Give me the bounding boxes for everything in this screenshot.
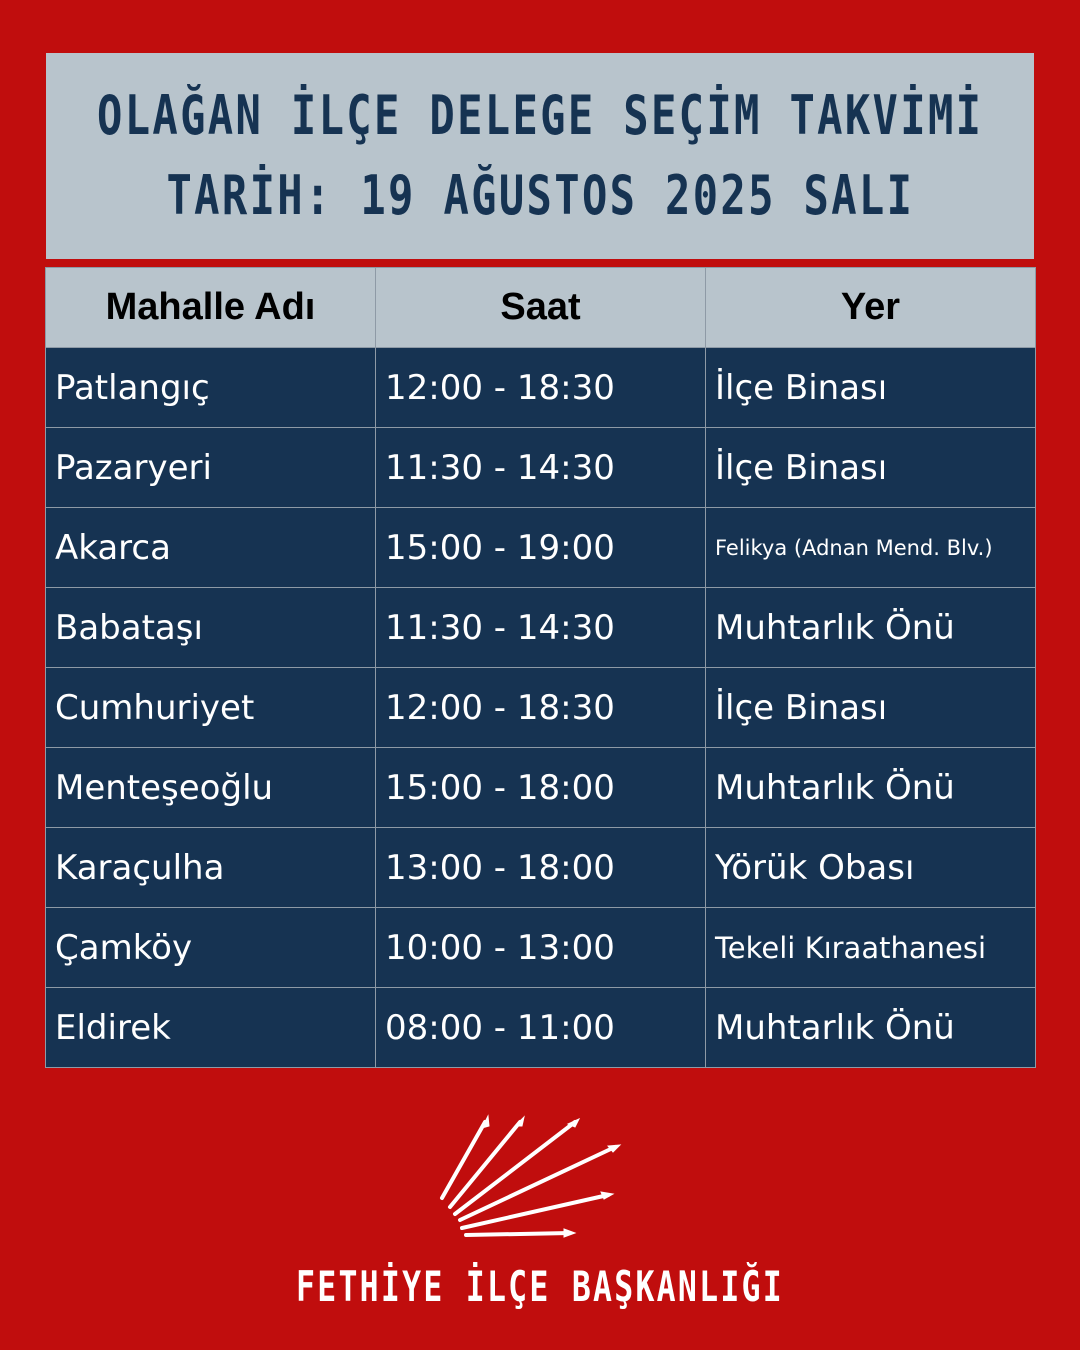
cell-saat: 15:00 - 19:00 [376,508,706,588]
table-row [46,908,1036,988]
table-row [46,508,1036,588]
cell-mahalle: Karaçulha [46,828,376,908]
footer-title: FETHİYE İLÇE BAŞKANLIĞI [296,1262,784,1311]
table-row [46,988,1036,1068]
cell-yer: İlçe Binası [706,668,1036,748]
cell-yer: Felikya (Adnan Mend. Blv.) [706,508,1036,588]
cell-saat: 11:30 - 14:30 [376,428,706,508]
cell-yer: İlçe Binası [706,348,1036,428]
column-header-saat: Saat [376,268,706,348]
six-arrows-logo-icon [430,1110,630,1245]
cell-mahalle: Pazaryeri [46,428,376,508]
table-row [46,828,1036,908]
page-title: OLAĞAN İLÇE DELEGE SEÇİM TAKVİMİ [96,84,984,147]
cell-yer: Tekeli Kıraathanesi [706,908,1036,988]
table-row [46,588,1036,668]
table-row [46,748,1036,828]
cell-mahalle: Akarca [46,508,376,588]
column-header-yer: Yer [706,268,1036,348]
cell-yer: İlçe Binası [706,428,1036,508]
column-header-mahalle: Mahalle Adı [46,268,376,348]
header-box [46,53,1034,259]
cell-saat: 11:30 - 14:30 [376,588,706,668]
cell-saat: 08:00 - 11:00 [376,988,706,1068]
cell-yer: Muhtarlık Önü [706,748,1036,828]
cell-saat: 12:00 - 18:30 [376,668,706,748]
cell-mahalle: Çamköy [46,908,376,988]
table-row [46,668,1036,748]
cell-saat: 12:00 - 18:30 [376,348,706,428]
cell-saat: 10:00 - 13:00 [376,908,706,988]
cell-mahalle: Cumhuriyet [46,668,376,748]
cell-mahalle: Babataşı [46,588,376,668]
cell-yer: Muhtarlık Önü [706,588,1036,668]
table-header-row [46,268,1036,348]
cell-yer: Muhtarlık Önü [706,988,1036,1068]
table-row [46,348,1036,428]
schedule-table [45,267,1036,1068]
cell-saat: 15:00 - 18:00 [376,748,706,828]
cell-yer: Yörük Obası [706,828,1036,908]
cell-mahalle: Menteşeoğlu [46,748,376,828]
cell-mahalle: Patlangıç [46,348,376,428]
date-subtitle: TARİH: 19 AĞUSTOS 2025 SALI [166,164,914,227]
cell-saat: 13:00 - 18:00 [376,828,706,908]
table-row [46,428,1036,508]
cell-mahalle: Eldirek [46,988,376,1068]
